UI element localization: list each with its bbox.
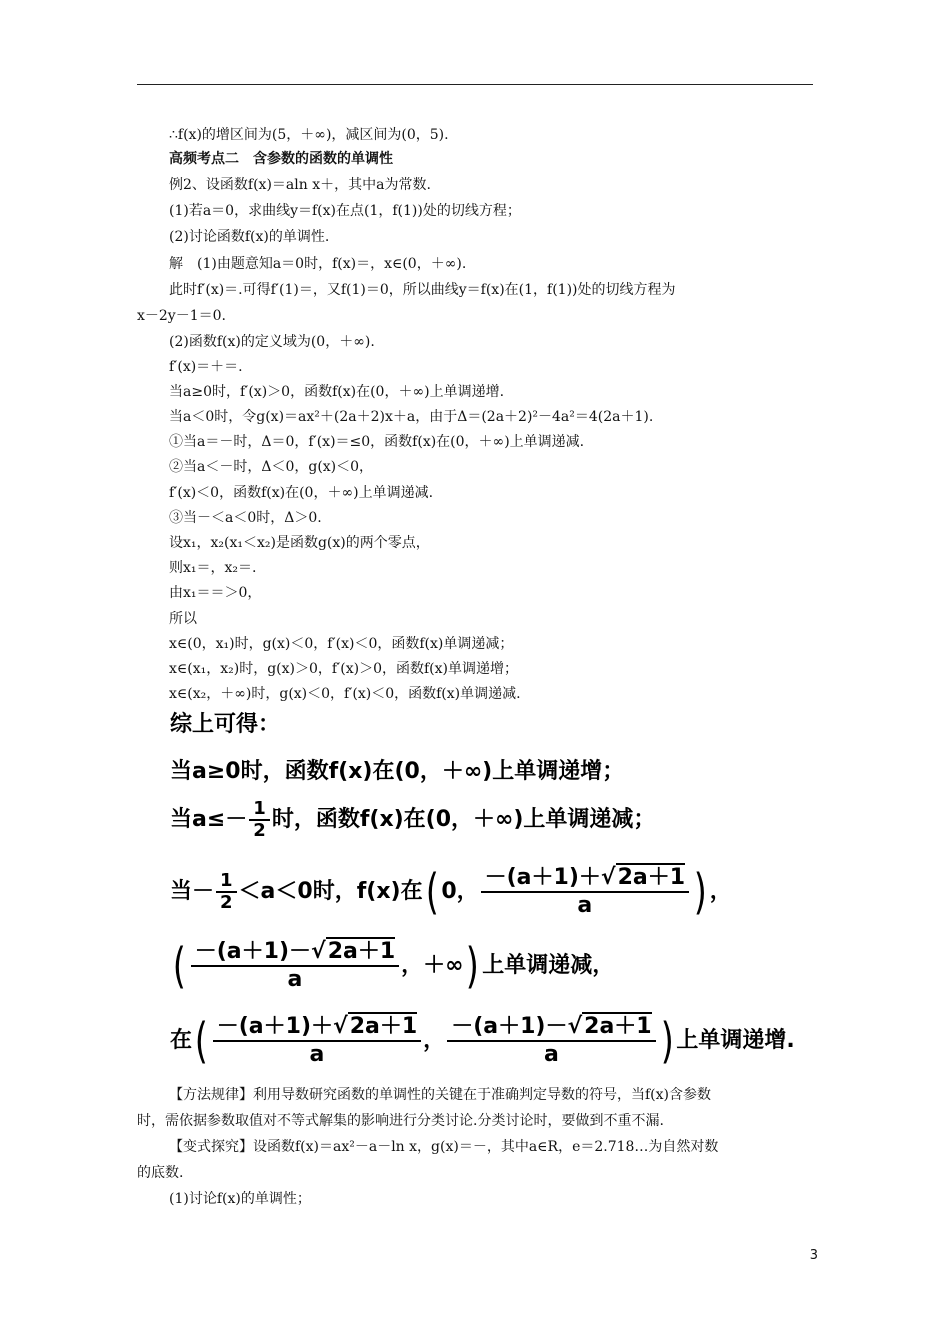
text-line: f′(x)＝＋＝. [169, 359, 243, 375]
text-line: x∈(x₁，x₂)时，g(x)＞0，f′(x)＞0，函数f(x)单调递增； [169, 661, 518, 677]
text-line: 由x₁＝＝＞0， [169, 585, 262, 601]
text-line: x－2y－1＝0. [137, 308, 226, 324]
text-line: (2)讨论函数f(x)的单调性. [169, 229, 330, 245]
fraction-root-minus: $\frac{-(a+1)-√2a+1}{a}$ [191, 940, 399, 992]
text-line: (1)若a＝0，求曲线y＝f(x)在点(1，f(1))处的切线方程； [169, 203, 521, 219]
text-line: 的底数. [137, 1165, 184, 1181]
page-number: 3 [809, 1248, 818, 1263]
text-line: 当a＜0时，令g(x)＝ax²＋(2a＋2)x＋a，由于Δ＝(2a＋2)²－4a²＝4(2a＋1). [169, 409, 654, 425]
text-line: ∴f(x)的增区间为(5，＋∞)，减区间为(0，5). [169, 127, 449, 143]
text-line: 解 (1)由题意知a＝0时，f(x)＝，x∈(0，＋∞). [169, 256, 467, 272]
text-line: ①当a＝－时，Δ＝0，f′(x)＝≤0，函数f(x)在(0，＋∞)上单调递减. [169, 434, 585, 450]
text-line: x∈(x₂，＋∞)时，g(x)＜0，f′(x)＜0，函数f(x)单调递减. [169, 686, 521, 702]
summary-case-3: 当－ $\frac{1}{2}$ ＜a＜0时，f(x)在( 0， $\frac{-(a+1)+√2a+1}{a}$ ) ， [170, 864, 732, 920]
text-line: ③当－＜a＜0时，Δ＞0. [169, 510, 322, 526]
summary-case-1: 当a≥0时，函数f(x)在(0，＋∞)上单调递增； [170, 759, 625, 784]
text-line: (1)讨论f(x)的单调性； [169, 1191, 311, 1207]
header-rule [137, 84, 813, 85]
text-line: 【方法规律】利用导数研究函数的单调性的关键在于准确判定导数的符号，当f(x)含参数 [169, 1087, 711, 1103]
fraction-root-minus: $\frac{-(a+1)-√2a+1}{a}$ [447, 1015, 655, 1067]
fraction-root-plus: $\frac{-(a+1)+√2a+1}{a}$ [213, 1015, 421, 1067]
fraction-half: $\frac{1}{2}$ [216, 872, 237, 912]
text-line: 当a≥0时，f′(x)＞0，函数f(x)在(0，＋∞)上单调递增. [169, 384, 505, 400]
fraction-half: $\frac{1}{2}$ [249, 800, 270, 840]
text-line: x∈(0，x₁)时，g(x)＜0，f′(x)＜0，函数f(x)单调递减； [169, 636, 514, 652]
text-line: 此时f′(x)＝.可得f′(1)＝，又f(1)＝0，所以曲线y＝f(x)在(1，f(1))处的切线方程为 [169, 282, 676, 298]
text-line: ②当a＜－时，Δ＜0，g(x)＜0， [169, 459, 374, 475]
summary-case-3-decreasing: ( $\frac{-(a+1)-√2a+1}{a}$ ，＋∞) 上单调递减， [172, 938, 615, 994]
text-line: 所以 [169, 611, 197, 627]
text-line: (2)函数f(x)的定义域为(0，＋∞). [169, 334, 375, 350]
text-line: 【变式探究】设函数f(x)＝ax²－a－ln x，g(x)＝－，其中a∈R，e＝2.718…为自然对数 [169, 1139, 719, 1155]
fraction-root-plus: $\frac{-(a+1)+√2a+1}{a}$ [481, 866, 689, 918]
section-heading: 高频考点二 含参数的函数的单调性 [169, 151, 393, 167]
text-line: 则x₁＝，x₂＝. [169, 560, 257, 576]
summary-case-3-increasing: 在( $\frac{-(a+1)+√2a+1}{a}$ ， $\frac{-(a+1)-√2a+1}{a}$ ) 上单调递增. [170, 1013, 795, 1069]
text-line: 例2、设函数f(x)＝aln x＋，其中a为常数. [169, 177, 431, 193]
text-line: 时，需依据参数取值对不等式解集的影响进行分类讨论.分类讨论时，要做到不重不漏. [137, 1113, 664, 1129]
text-line: 设x₁，x₂(x₁＜x₂)是函数g(x)的两个零点， [169, 535, 430, 551]
text-line: f′(x)＜0，函数f(x)在(0，＋∞)上单调递减. [169, 485, 434, 501]
summary-case-2: 当a≤－ $\frac{1}{2}$ 时，函数f(x)在(0，＋∞)上单调递减； [170, 798, 656, 841]
summary-title: 综上可得： [170, 712, 281, 737]
